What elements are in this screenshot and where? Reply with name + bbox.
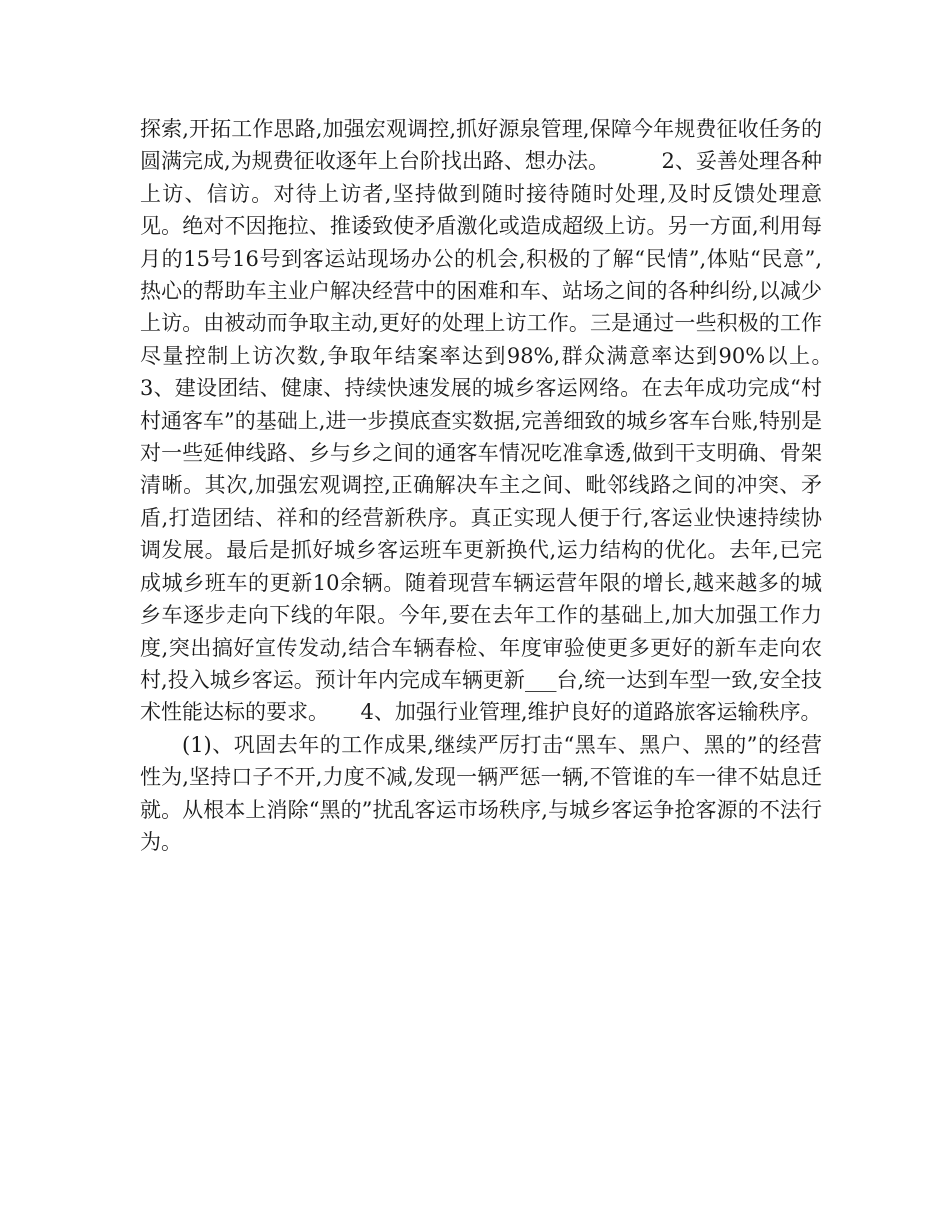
paragraph-item-1: (1)、巩固去年的工作成果,继续严厉打击“黑车、黑户、黑的”的经营性为,坚持口子不开,力度不减,发现一辆严惩一辆,不管谁的车一律不姑息迁就。从根本上消除“黑的”扰乱客运市场秩序,与城乡客运争抢客源的不法行为。 (140, 732, 822, 854)
paragraph-continuation: 探索,开拓工作思路,加强宏观调控,抓好源泉管理,保障今年规费征收任务的圆满完成,为规费征收逐年上台阶找出路、想办法。 2、妥善处理各种上访、信访。对待上访者,坚持做到随时接待随时处理,及时反馈处理意见。绝对不因拖拉、推诿致使矛盾激化或造成超级上访。另一方面,利用每月的15号16号到客运站现场办公的机会,积极的了解“民情”,体贴“民意”,热心的帮助车主业户解决经营中的困难和车、站场之间的各种纠纷,以减少上访。由被动而争取主动,更好的处理上访工作。三是通过一些积极的工作尽量控制上访次数,争取年结案率达到98%,群众满意率达到90%以上。 3、建设团结、健康、持续快速发展的城乡客运网络。在去年成功完成“村村通客车”的基础上,进一步摸底查实数据,完善细致的城乡客车台账,特别是对一些延伸线路、乡与乡之间的通客车情况吃准拿透,做到干支明确、骨架清晰。其次,加强宏观调控,正确解决车主之间、毗邻线路之间的冲突、矛盾,打造团结、祥和的经营新秩序。真正实现人便于行,客运业快速持续协调发展。最后是抓好城乡客运班车更新换代,运力结构的优化。去年,已完成城乡班车的更新10余辆。随着现营车辆运营年限的增长,越来越多的城乡车逐步走向下线的年限。今年,要在去年工作的基础上,加大加强工作力度,突出搞好宣传发动,结合车辆春检、年度审验使更多更好的新车走向农村,投入城乡客运。预计年内完成车辆更新___台,统一达到车型一致,安全技术性能达标的要求。 4、加强行业管理,维护良好的道路旅客运输秩序。 (140, 117, 885, 725)
document-body (140, 113, 885, 858)
